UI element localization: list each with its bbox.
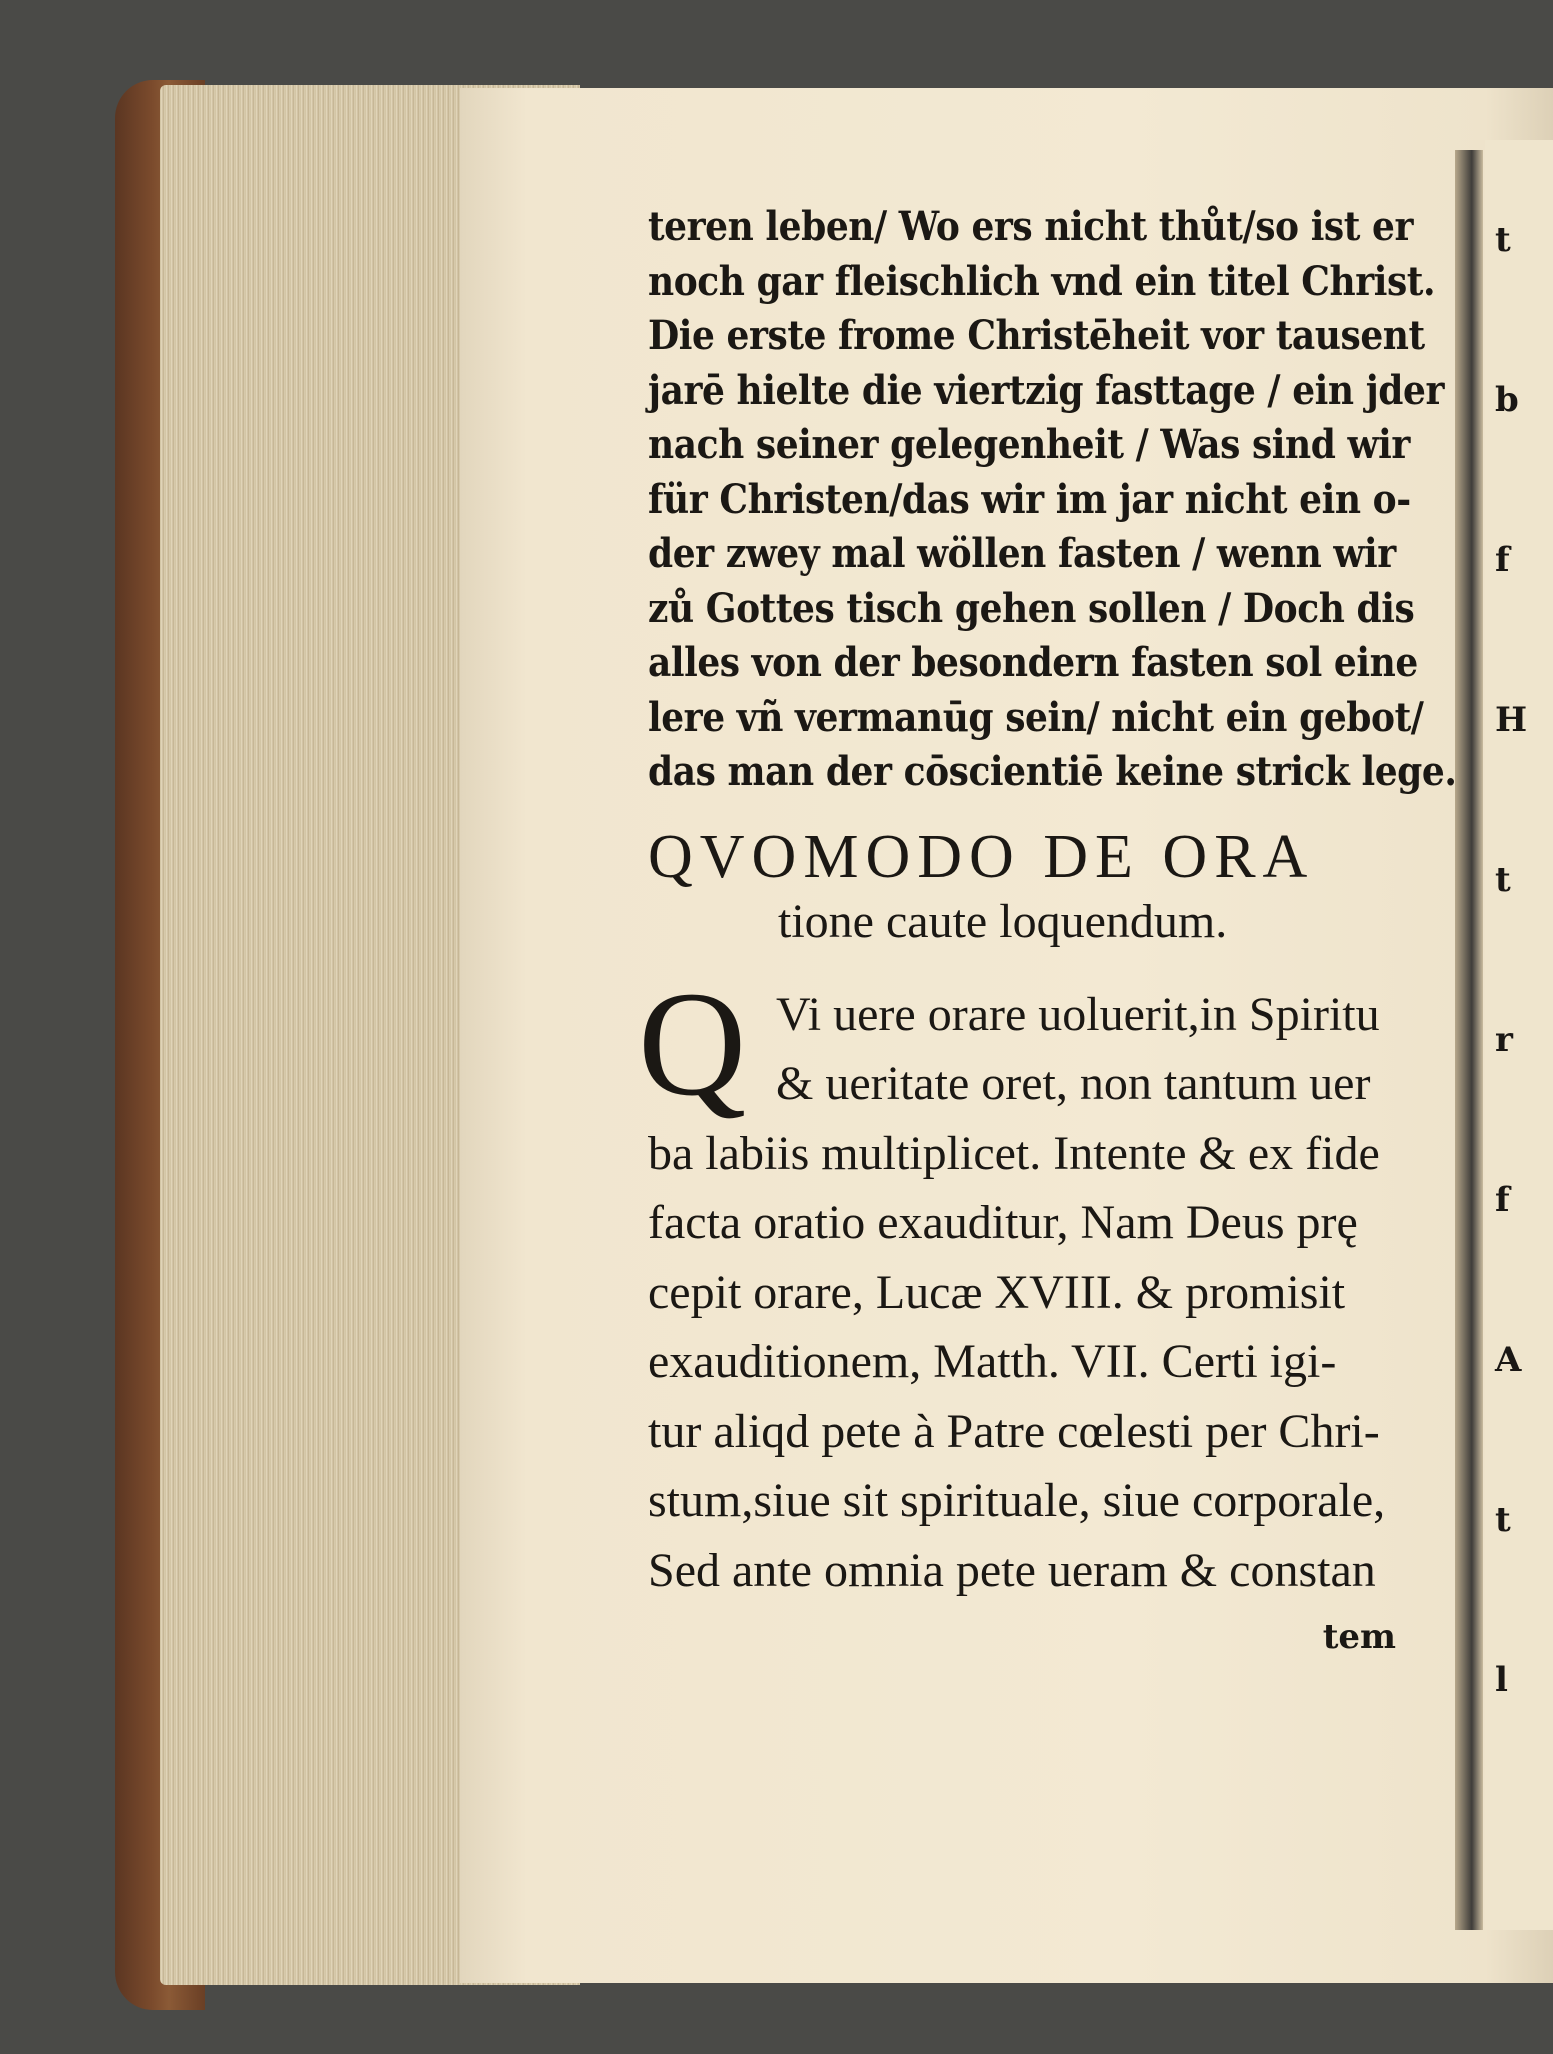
drop-cap: Q <box>638 960 747 1127</box>
latin-line: ba labiis multiplicet. Intente & ex fide <box>648 1126 1380 1180</box>
gothic-line: jarē hielte die viertzig fasttage / ein jder <box>648 366 1444 414</box>
latin-paragraph <box>638 960 1458 1606</box>
gothic-line: lere vñ vermanūg sein/ nicht ein gebot/ <box>648 693 1424 741</box>
next-page-fragment: t <box>1495 220 1511 260</box>
page-text <box>638 200 1458 1657</box>
latin-line: exauditionem, Matth. VII. Certi igi- <box>648 1335 1337 1388</box>
gothic-line: noch gar fleischlich vnd ein titel Christ. <box>648 257 1436 305</box>
gothic-line: alles von der besondern fasten sol eine <box>648 639 1418 686</box>
next-page-fragment: f <box>1495 540 1510 580</box>
latin-line: & ueritate oret, non tantum uer <box>776 1057 1371 1110</box>
latin-line: Sed ante omnia pete ueram & constan <box>648 1543 1376 1597</box>
next-page-fragment: l <box>1495 1660 1508 1700</box>
gothic-line: Die erste frome Christēheit vor tausent <box>648 312 1425 359</box>
latin-line: facta oratio exauditur, Nam Deus prę <box>648 1196 1358 1249</box>
gothic-line: zů Gottes tisch gehen sollen / Doch dis <box>648 584 1415 632</box>
latin-line: Vi uere orare uoluerit,in Spiritu <box>776 987 1380 1041</box>
next-page-fragment: t <box>1495 860 1511 900</box>
catchword: tem <box>1322 1617 1396 1657</box>
next-page-fragment: b <box>1495 380 1519 420</box>
next-page-fragment: r <box>1495 1020 1513 1060</box>
gothic-paragraph <box>648 200 1458 800</box>
right-page-edge <box>1485 140 1553 1930</box>
next-page-fragment: f <box>1495 1180 1510 1220</box>
gothic-line: für Christen/das wir im jar nicht ein o- <box>648 475 1411 523</box>
next-page-fragment: t <box>1495 1500 1511 1540</box>
gothic-line: der zwey mal wöllen fasten / wenn wir <box>648 530 1396 577</box>
latin-line: cepit orare, Lucæ XVIII. & promisit <box>648 1265 1346 1319</box>
next-page-fragment: H <box>1495 700 1528 740</box>
gothic-line: nach seiner gelegenheit / Was sind wir <box>648 421 1410 468</box>
latin-line: tur aliqd pete à Patre cœlesti per Chri- <box>648 1404 1380 1458</box>
latin-line: stum,siue sit spirituale, siue corporale, <box>648 1474 1386 1527</box>
gothic-line: teren leben/ Wo ers nicht thůt/so ist er <box>648 203 1413 250</box>
section-heading-continued: tione caute loquendum. <box>778 894 1228 948</box>
gothic-line: das man der cōscientiē keine strick lege. <box>648 748 1457 795</box>
section-heading: QVOMODO DE ORA <box>648 822 1315 891</box>
book-gutter <box>1455 150 1483 1930</box>
next-page-fragment: A <box>1495 1340 1522 1380</box>
